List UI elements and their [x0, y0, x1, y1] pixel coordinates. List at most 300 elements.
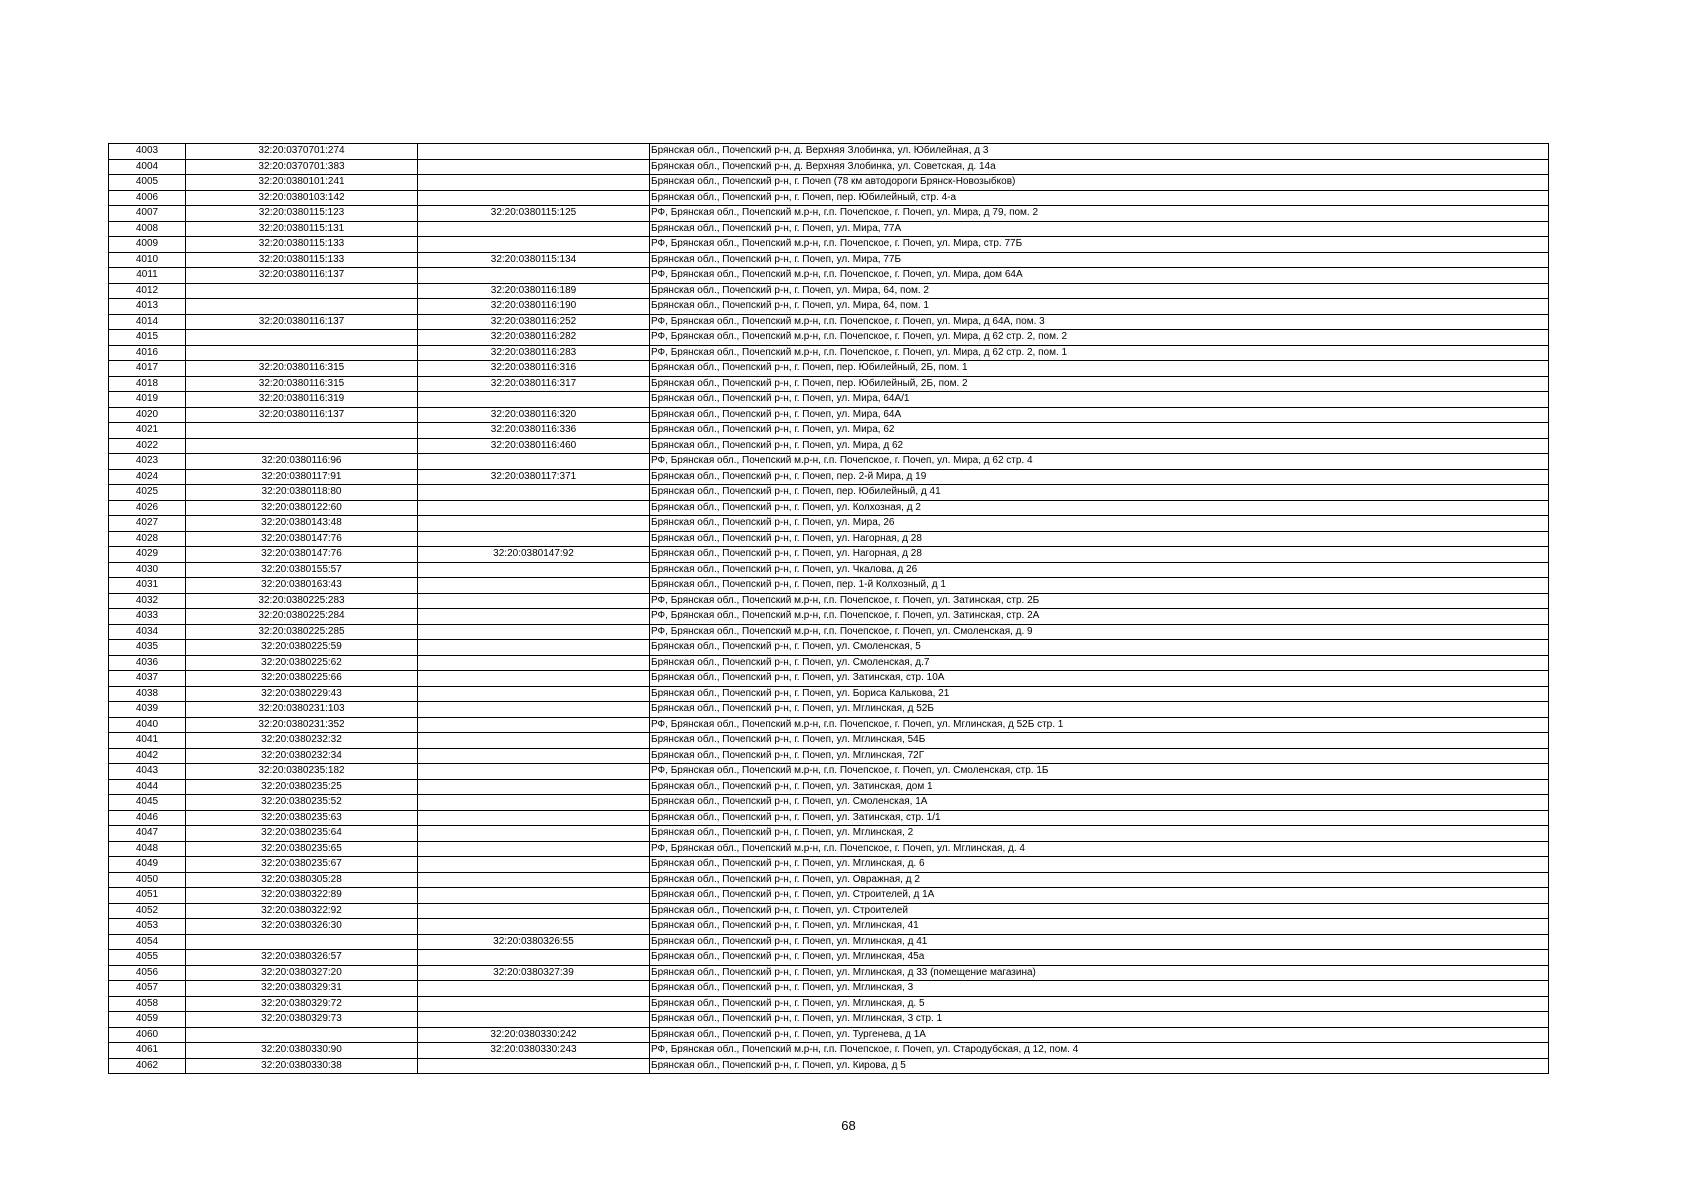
- address-cell: Брянская обл., Почепский р-н, г. Почеп, ул. Мира, 64, пом. 2: [650, 283, 1549, 299]
- cadastral-number-2-cell: 32:20:0380117:371: [418, 469, 650, 485]
- cadastral-number-2-cell: [418, 810, 650, 826]
- cadastral-number-2-cell: [418, 144, 650, 160]
- cadastral-number-2-cell: 32:20:0380330:242: [418, 1027, 650, 1043]
- address-cell: Брянская обл., Почепский р-н, г. Почеп, пер. Юбилейный, д 41: [650, 485, 1549, 501]
- table-row: [109, 826, 1549, 842]
- address-cell: Брянская обл., Почепский р-н, г. Почеп, ул. Смоленская, 5: [650, 640, 1549, 656]
- cadastral-number-2-cell: 32:20:0380115:125: [418, 206, 650, 222]
- cadastral-number-cell: 32:20:0380235:25: [186, 779, 418, 795]
- cadastral-number-cell: 32:20:0380326:30: [186, 919, 418, 935]
- table-row: [109, 361, 1549, 377]
- cadastral-number-cell: [186, 934, 418, 950]
- table-row: [109, 547, 1549, 563]
- row-number-cell: 4040: [109, 717, 186, 733]
- cadastral-number-2-cell: [418, 593, 650, 609]
- row-number-cell: 4013: [109, 299, 186, 315]
- cadastral-number-2-cell: [418, 268, 650, 284]
- cadastral-number-2-cell: [418, 190, 650, 206]
- cadastral-number-2-cell: [418, 950, 650, 966]
- cadastral-number-cell: 32:20:0380115:131: [186, 221, 418, 237]
- cadastral-number-2-cell: [418, 237, 650, 253]
- address-cell: РФ, Брянская обл., Почепский м.р-н, г.п. Почепское, г. Почеп, ул. Мира, д 62 стр. 4: [650, 454, 1549, 470]
- table-row: [109, 237, 1549, 253]
- cadastral-number-2-cell: [418, 919, 650, 935]
- cadastral-number-cell: [186, 423, 418, 439]
- cadastral-number-2-cell: [418, 671, 650, 687]
- row-number-cell: 4009: [109, 237, 186, 253]
- row-number-cell: 4017: [109, 361, 186, 377]
- table-row: [109, 903, 1549, 919]
- row-number-cell: 4028: [109, 531, 186, 547]
- address-cell: РФ, Брянская обл., Почепский м.р-н, г.п. Почепское, г. Почеп, ул. Мира, стр. 77Б: [650, 237, 1549, 253]
- row-number-cell: 4057: [109, 981, 186, 997]
- cadastral-number-cell: 32:20:0380235:52: [186, 795, 418, 811]
- table-row: [109, 733, 1549, 749]
- cadastral-number-cell: 32:20:0380117:91: [186, 469, 418, 485]
- cadastral-number-cell: 32:20:0380116:96: [186, 454, 418, 470]
- row-number-cell: 4022: [109, 438, 186, 454]
- row-number-cell: 4025: [109, 485, 186, 501]
- cadastral-number-cell: 32:20:0380327:20: [186, 965, 418, 981]
- cadastral-number-2-cell: 32:20:0380116:320: [418, 407, 650, 423]
- cadastral-number-cell: 32:20:0380330:38: [186, 1058, 418, 1074]
- cadastral-number-cell: 32:20:0380225:59: [186, 640, 418, 656]
- property-table: [108, 143, 1549, 1074]
- row-number-cell: 4003: [109, 144, 186, 160]
- table-row: [109, 268, 1549, 284]
- address-cell: Брянская обл., Почепский р-н, г. Почеп, пер. 2-й Мира, д 19: [650, 469, 1549, 485]
- address-cell: Брянская обл., Почепский р-н, г. Почеп, ул. Овражная, д 2: [650, 872, 1549, 888]
- table-row: [109, 516, 1549, 532]
- table-row: [109, 562, 1549, 578]
- cadastral-number-cell: 32:20:0370701:274: [186, 144, 418, 160]
- row-number-cell: 4036: [109, 655, 186, 671]
- table-row: [109, 841, 1549, 857]
- table-row: [109, 764, 1549, 780]
- cadastral-number-cell: [186, 330, 418, 346]
- row-number-cell: 4033: [109, 609, 186, 625]
- cadastral-number-cell: 32:20:0380115:133: [186, 237, 418, 253]
- table-row: [109, 686, 1549, 702]
- table-row: [109, 996, 1549, 1012]
- row-number-cell: 4029: [109, 547, 186, 563]
- cadastral-number-cell: 32:20:0380116:319: [186, 392, 418, 408]
- cadastral-number-cell: 32:20:0380235:63: [186, 810, 418, 826]
- cadastral-number-2-cell: [418, 500, 650, 516]
- cadastral-number-cell: 32:20:0380147:76: [186, 531, 418, 547]
- cadastral-number-cell: 32:20:0380116:137: [186, 407, 418, 423]
- row-number-cell: 4053: [109, 919, 186, 935]
- table-row: [109, 640, 1549, 656]
- table-row: [109, 252, 1549, 268]
- cadastral-number-2-cell: 32:20:0380116:190: [418, 299, 650, 315]
- address-cell: Брянская обл., Почепский р-н, г. Почеп, пер. Юбилейный, стр. 4-а: [650, 190, 1549, 206]
- table-row: [109, 950, 1549, 966]
- row-number-cell: 4043: [109, 764, 186, 780]
- table-row: [109, 965, 1549, 981]
- table-row: [109, 144, 1549, 160]
- address-cell: Брянская обл., Почепский р-н, г. Почеп, ул. Мира, 62: [650, 423, 1549, 439]
- address-cell: РФ, Брянская обл., Почепский м.р-н, г.п. Почепское, г. Почеп, ул. Мира, д 79, пом. 2: [650, 206, 1549, 222]
- cadastral-number-2-cell: [418, 655, 650, 671]
- row-number-cell: 4004: [109, 159, 186, 175]
- cadastral-number-cell: 32:20:0380122:60: [186, 500, 418, 516]
- cadastral-number-cell: [186, 345, 418, 361]
- cadastral-number-2-cell: [418, 159, 650, 175]
- cadastral-number-2-cell: [418, 221, 650, 237]
- address-cell: РФ, Брянская обл., Почепский м.р-н, г.п. Почепское, г. Почеп, ул. Мглинская, д. 4: [650, 841, 1549, 857]
- cadastral-number-2-cell: 32:20:0380147:92: [418, 547, 650, 563]
- cadastral-number-cell: 32:20:0380231:352: [186, 717, 418, 733]
- row-number-cell: 4027: [109, 516, 186, 532]
- cadastral-number-cell: 32:20:0380329:73: [186, 1012, 418, 1028]
- row-number-cell: 4030: [109, 562, 186, 578]
- table-row: [109, 221, 1549, 237]
- row-number-cell: 4062: [109, 1058, 186, 1074]
- cadastral-number-cell: 32:20:0380235:65: [186, 841, 418, 857]
- address-cell: Брянская обл., Почепский р-н, г. Почеп, ул. Мира, 64, пом. 1: [650, 299, 1549, 315]
- address-cell: Брянская обл., Почепский р-н, г. Почеп, ул. Затинская, дом 1: [650, 779, 1549, 795]
- table-row: [109, 330, 1549, 346]
- cadastral-number-2-cell: [418, 454, 650, 470]
- table-row: [109, 748, 1549, 764]
- row-number-cell: 4011: [109, 268, 186, 284]
- table-row: [109, 190, 1549, 206]
- table-row: [109, 872, 1549, 888]
- row-number-cell: 4045: [109, 795, 186, 811]
- row-number-cell: 4024: [109, 469, 186, 485]
- cadastral-number-cell: 32:20:0380231:103: [186, 702, 418, 718]
- address-cell: Брянская обл., Почепский р-н, г. Почеп, ул. Колхозная, д 2: [650, 500, 1549, 516]
- table-row: [109, 702, 1549, 718]
- row-number-cell: 4010: [109, 252, 186, 268]
- cadastral-number-2-cell: 32:20:0380116:336: [418, 423, 650, 439]
- table-row: [109, 717, 1549, 733]
- cadastral-number-2-cell: [418, 779, 650, 795]
- table-row: [109, 423, 1549, 439]
- cadastral-number-2-cell: [418, 733, 650, 749]
- address-cell: Брянская обл., Почепский р-н, г. Почеп, ул. Смоленская, д.7: [650, 655, 1549, 671]
- row-number-cell: 4048: [109, 841, 186, 857]
- table-row: [109, 345, 1549, 361]
- row-number-cell: 4052: [109, 903, 186, 919]
- cadastral-number-cell: 32:20:0380305:28: [186, 872, 418, 888]
- row-number-cell: 4050: [109, 872, 186, 888]
- table-row: [109, 624, 1549, 640]
- table-row: [109, 857, 1549, 873]
- address-cell: Брянская обл., Почепский р-н, г. Почеп, ул. Мглинская, д. 6: [650, 857, 1549, 873]
- cadastral-number-2-cell: 32:20:0380116:252: [418, 314, 650, 330]
- row-number-cell: 4059: [109, 1012, 186, 1028]
- cadastral-number-cell: [186, 1027, 418, 1043]
- cadastral-number-cell: 32:20:0380103:142: [186, 190, 418, 206]
- address-cell: Брянская обл., Почепский р-н, г. Почеп, ул. Мира, 64А: [650, 407, 1549, 423]
- page-number: 68: [841, 1118, 856, 1133]
- table-row: [109, 609, 1549, 625]
- table-row: [109, 671, 1549, 687]
- address-cell: Брянская обл., Почепский р-н, г. Почеп, ул. Мглинская, 3: [650, 981, 1549, 997]
- address-cell: РФ, Брянская обл., Почепский м.р-н, г.п. Почепское, г. Почеп, ул. Мглинская, д 52Б стр. 1: [650, 717, 1549, 733]
- table-row: [109, 206, 1549, 222]
- table-row: [109, 1043, 1549, 1059]
- cadastral-number-2-cell: [418, 578, 650, 594]
- address-cell: РФ, Брянская обл., Почепский м.р-н, г.п. Почепское, г. Почеп, ул. Стародубская, д 12, пом. 4: [650, 1043, 1549, 1059]
- address-cell: Брянская обл., Почепский р-н, г. Почеп, ул. Мглинская, 41: [650, 919, 1549, 935]
- address-cell: Брянская обл., Почепский р-н, г. Почеп, пер. Юбилейный, 2Б, пом. 2: [650, 376, 1549, 392]
- table-row: [109, 888, 1549, 904]
- row-number-cell: 4061: [109, 1043, 186, 1059]
- row-number-cell: 4049: [109, 857, 186, 873]
- table-row: [109, 779, 1549, 795]
- cadastral-number-2-cell: 32:20:0380116:283: [418, 345, 650, 361]
- address-cell: Брянская обл., Почепский р-н, г. Почеп, ул. Мглинская, д 33 (помещение магазина): [650, 965, 1549, 981]
- cadastral-number-2-cell: 32:20:0380116:189: [418, 283, 650, 299]
- row-number-cell: 4014: [109, 314, 186, 330]
- row-number-cell: 4015: [109, 330, 186, 346]
- cadastral-number-cell: 32:20:0380116:137: [186, 268, 418, 284]
- table-row: [109, 438, 1549, 454]
- address-cell: Брянская обл., Почепский р-н, д. Верхняя Злобинка, ул. Юбилейная, д 3: [650, 144, 1549, 160]
- cadastral-number-2-cell: [418, 686, 650, 702]
- table-row: [109, 500, 1549, 516]
- table-row: [109, 283, 1549, 299]
- address-cell: Брянская обл., Почепский р-н, г. Почеп, ул. Мира, д 62: [650, 438, 1549, 454]
- table-row: [109, 454, 1549, 470]
- address-cell: Брянская обл., Почепский р-н, г. Почеп, ул. Бориса Калькова, 21: [650, 686, 1549, 702]
- row-number-cell: 4006: [109, 190, 186, 206]
- row-number-cell: 4042: [109, 748, 186, 764]
- row-number-cell: 4060: [109, 1027, 186, 1043]
- address-cell: Брянская обл., Почепский р-н, г. Почеп, ул. Мглинская, д. 5: [650, 996, 1549, 1012]
- address-cell: Брянская обл., Почепский р-н, г. Почеп, ул. Затинская, стр. 1/1: [650, 810, 1549, 826]
- cadastral-number-cell: 32:20:0380101:241: [186, 175, 418, 191]
- table-row: [109, 934, 1549, 950]
- table-row: [109, 919, 1549, 935]
- address-cell: Брянская обл., Почепский р-н, г. Почеп, ул. Мира, 26: [650, 516, 1549, 532]
- row-number-cell: 4023: [109, 454, 186, 470]
- table-row: [109, 578, 1549, 594]
- row-number-cell: 4021: [109, 423, 186, 439]
- cadastral-number-2-cell: [418, 888, 650, 904]
- cadastral-number-2-cell: [418, 392, 650, 408]
- table-row: [109, 376, 1549, 392]
- cadastral-number-2-cell: [418, 531, 650, 547]
- row-number-cell: 4034: [109, 624, 186, 640]
- cadastral-number-2-cell: 32:20:0380326:55: [418, 934, 650, 950]
- cadastral-number-2-cell: [418, 826, 650, 842]
- address-cell: Брянская обл., Почепский р-н, г. Почеп, ул. Мира, 64А/1: [650, 392, 1549, 408]
- address-cell: Брянская обл., Почепский р-н, г. Почеп, ул. Тургенева, д 1А: [650, 1027, 1549, 1043]
- table-row: [109, 1027, 1549, 1043]
- cadastral-number-cell: [186, 299, 418, 315]
- cadastral-number-2-cell: 32:20:0380116:460: [418, 438, 650, 454]
- row-number-cell: 4051: [109, 888, 186, 904]
- cadastral-number-cell: 32:20:0380155:57: [186, 562, 418, 578]
- table-row: [109, 531, 1549, 547]
- table-body: [109, 144, 1549, 1074]
- cadastral-number-cell: [186, 283, 418, 299]
- cadastral-number-2-cell: 32:20:0380116:282: [418, 330, 650, 346]
- cadastral-number-2-cell: [418, 609, 650, 625]
- cadastral-number-2-cell: [418, 857, 650, 873]
- address-cell: Брянская обл., Почепский р-н, г. Почеп, ул. Мира, 77А: [650, 221, 1549, 237]
- address-cell: РФ, Брянская обл., Почепский м.р-н, г.п. Почепское, г. Почеп, ул. Мира, д 62 стр. 2, пом. 2: [650, 330, 1549, 346]
- row-number-cell: 4047: [109, 826, 186, 842]
- cadastral-number-2-cell: [418, 562, 650, 578]
- row-number-cell: 4058: [109, 996, 186, 1012]
- cadastral-number-2-cell: [418, 485, 650, 501]
- cadastral-number-cell: 32:20:0380147:76: [186, 547, 418, 563]
- cadastral-number-cell: 32:20:0380163:43: [186, 578, 418, 594]
- address-cell: РФ, Брянская обл., Почепский м.р-н, г.п. Почепское, г. Почеп, ул. Смоленская, д. 9: [650, 624, 1549, 640]
- cadastral-number-2-cell: 32:20:0380116:317: [418, 376, 650, 392]
- row-number-cell: 4007: [109, 206, 186, 222]
- address-cell: Брянская обл., Почепский р-н, г. Почеп (78 км автодороги Брянск-Новозыбков): [650, 175, 1549, 191]
- address-cell: Брянская обл., Почепский р-н, г. Почеп, ул. Мглинская, д 52Б: [650, 702, 1549, 718]
- cadastral-number-2-cell: [418, 841, 650, 857]
- cadastral-number-cell: 32:20:0370701:383: [186, 159, 418, 175]
- cadastral-number-2-cell: [418, 175, 650, 191]
- table-row: [109, 485, 1549, 501]
- address-cell: Брянская обл., Почепский р-н, г. Почеп, ул. Мглинская, 2: [650, 826, 1549, 842]
- row-number-cell: 4046: [109, 810, 186, 826]
- row-number-cell: 4037: [109, 671, 186, 687]
- cadastral-number-2-cell: [418, 640, 650, 656]
- cadastral-number-2-cell: [418, 1058, 650, 1074]
- cadastral-number-cell: 32:20:0380232:34: [186, 748, 418, 764]
- table-row: [109, 981, 1549, 997]
- address-cell: Брянская обл., Почепский р-н, г. Почеп, ул. Мглинская, д 41: [650, 934, 1549, 950]
- cadastral-number-cell: 32:20:0380116:315: [186, 361, 418, 377]
- table-row: [109, 392, 1549, 408]
- address-cell: Брянская обл., Почепский р-н, г. Почеп, ул. Мглинская, 54Б: [650, 733, 1549, 749]
- address-cell: РФ, Брянская обл., Почепский м.р-н, г.п. Почепское, г. Почеп, ул. Мира, д 62 стр. 2, пом. 1: [650, 345, 1549, 361]
- table-row: [109, 655, 1549, 671]
- row-number-cell: 4056: [109, 965, 186, 981]
- cadastral-number-cell: 32:20:0380235:67: [186, 857, 418, 873]
- row-number-cell: 4041: [109, 733, 186, 749]
- cadastral-number-cell: 32:20:0380330:90: [186, 1043, 418, 1059]
- address-cell: Брянская обл., Почепский р-н, г. Почеп, пер. Юбилейный, 2Б, пом. 1: [650, 361, 1549, 377]
- cadastral-number-cell: 32:20:0380118:80: [186, 485, 418, 501]
- address-cell: Брянская обл., Почепский р-н, г. Почеп, ул. Мглинская, 72Г: [650, 748, 1549, 764]
- address-cell: Брянская обл., Почепский р-н, г. Почеп, ул. Нагорная, д 28: [650, 547, 1549, 563]
- cadastral-number-cell: 32:20:0380322:89: [186, 888, 418, 904]
- cadastral-number-2-cell: [418, 1012, 650, 1028]
- address-cell: Брянская обл., Почепский р-н, г. Почеп, ул. Мглинская, 3 стр. 1: [650, 1012, 1549, 1028]
- cadastral-number-2-cell: 32:20:0380116:316: [418, 361, 650, 377]
- row-number-cell: 4035: [109, 640, 186, 656]
- row-number-cell: 4038: [109, 686, 186, 702]
- cadastral-number-2-cell: [418, 996, 650, 1012]
- cadastral-number-2-cell: 32:20:0380115:134: [418, 252, 650, 268]
- row-number-cell: 4020: [109, 407, 186, 423]
- cadastral-number-2-cell: [418, 795, 650, 811]
- table-row: [109, 469, 1549, 485]
- row-number-cell: 4054: [109, 934, 186, 950]
- row-number-cell: 4008: [109, 221, 186, 237]
- cadastral-number-cell: 32:20:0380232:32: [186, 733, 418, 749]
- address-cell: Брянская обл., Почепский р-н, д. Верхняя Злобинка, ул. Советская, д. 14а: [650, 159, 1549, 175]
- row-number-cell: 4039: [109, 702, 186, 718]
- cadastral-number-cell: 32:20:0380225:284: [186, 609, 418, 625]
- row-number-cell: 4005: [109, 175, 186, 191]
- address-cell: Брянская обл., Почепский р-н, г. Почеп, ул. Строителей, д 1А: [650, 888, 1549, 904]
- cadastral-number-cell: 32:20:0380116:315: [186, 376, 418, 392]
- cadastral-number-2-cell: 32:20:0380330:243: [418, 1043, 650, 1059]
- cadastral-number-cell: 32:20:0380329:72: [186, 996, 418, 1012]
- cadastral-number-2-cell: [418, 903, 650, 919]
- cadastral-number-2-cell: [418, 717, 650, 733]
- cadastral-number-cell: 32:20:0380322:92: [186, 903, 418, 919]
- cadastral-number-cell: 32:20:0380235:64: [186, 826, 418, 842]
- table-row: [109, 314, 1549, 330]
- cadastral-number-cell: 32:20:0380115:123: [186, 206, 418, 222]
- cadastral-number-cell: [186, 438, 418, 454]
- address-cell: Брянская обл., Почепский р-н, г. Почеп, ул. Мира, 77Б: [650, 252, 1549, 268]
- row-number-cell: 4032: [109, 593, 186, 609]
- address-cell: Брянская обл., Почепский р-н, г. Почеп, ул. Нагорная, д 28: [650, 531, 1549, 547]
- address-cell: Брянская обл., Почепский р-н, г. Почеп, ул. Мглинская, 45а: [650, 950, 1549, 966]
- cadastral-number-cell: 32:20:0380225:66: [186, 671, 418, 687]
- cadastral-number-2-cell: [418, 764, 650, 780]
- table-row: [109, 159, 1549, 175]
- row-number-cell: 4019: [109, 392, 186, 408]
- row-number-cell: 4031: [109, 578, 186, 594]
- table-row: [109, 299, 1549, 315]
- cadastral-number-2-cell: 32:20:0380327:39: [418, 965, 650, 981]
- row-number-cell: 4016: [109, 345, 186, 361]
- cadastral-number-cell: 32:20:0380329:31: [186, 981, 418, 997]
- cadastral-number-2-cell: [418, 872, 650, 888]
- row-number-cell: 4044: [109, 779, 186, 795]
- table-row: [109, 593, 1549, 609]
- address-cell: РФ, Брянская обл., Почепский м.р-н, г.п. Почепское, г. Почеп, ул. Затинская, стр. 2А: [650, 609, 1549, 625]
- cadastral-number-2-cell: [418, 516, 650, 532]
- cadastral-number-cell: 32:20:0380143:48: [186, 516, 418, 532]
- address-cell: Брянская обл., Почепский р-н, г. Почеп, ул. Кирова, д 5: [650, 1058, 1549, 1074]
- cadastral-number-cell: 32:20:0380225:283: [186, 593, 418, 609]
- cadastral-number-cell: 32:20:0380235:182: [186, 764, 418, 780]
- table-row: [109, 1058, 1549, 1074]
- address-cell: Брянская обл., Почепский р-н, г. Почеп, ул. Затинская, стр. 10А: [650, 671, 1549, 687]
- cadastral-number-cell: 32:20:0380116:137: [186, 314, 418, 330]
- address-cell: Брянская обл., Почепский р-н, г. Почеп, ул. Смоленская, 1А: [650, 795, 1549, 811]
- table-row: [109, 795, 1549, 811]
- cadastral-number-cell: 32:20:0380225:62: [186, 655, 418, 671]
- row-number-cell: 4055: [109, 950, 186, 966]
- address-cell: РФ, Брянская обл., Почепский м.р-н, г.п. Почепское, г. Почеп, ул. Смоленская, стр. 1Б: [650, 764, 1549, 780]
- cadastral-number-2-cell: [418, 624, 650, 640]
- cadastral-number-cell: 32:20:0380225:285: [186, 624, 418, 640]
- address-cell: Брянская обл., Почепский р-н, г. Почеп, ул. Чкалова, д 26: [650, 562, 1549, 578]
- table-row: [109, 810, 1549, 826]
- cadastral-number-cell: 32:20:0380115:133: [186, 252, 418, 268]
- cadastral-number-2-cell: [418, 748, 650, 764]
- address-cell: РФ, Брянская обл., Почепский м.р-н, г.п. Почепское, г. Почеп, ул. Затинская, стр. 2Б: [650, 593, 1549, 609]
- cadastral-number-2-cell: [418, 981, 650, 997]
- row-number-cell: 4018: [109, 376, 186, 392]
- address-cell: Брянская обл., Почепский р-н, г. Почеп, пер. 1-й Колхозный, д 1: [650, 578, 1549, 594]
- table-row: [109, 407, 1549, 423]
- table-row: [109, 1012, 1549, 1028]
- row-number-cell: 4026: [109, 500, 186, 516]
- address-cell: Брянская обл., Почепский р-н, г. Почеп, ул. Строителей: [650, 903, 1549, 919]
- table-row: [109, 175, 1549, 191]
- row-number-cell: 4012: [109, 283, 186, 299]
- cadastral-number-2-cell: [418, 702, 650, 718]
- cadastral-number-cell: 32:20:0380326:57: [186, 950, 418, 966]
